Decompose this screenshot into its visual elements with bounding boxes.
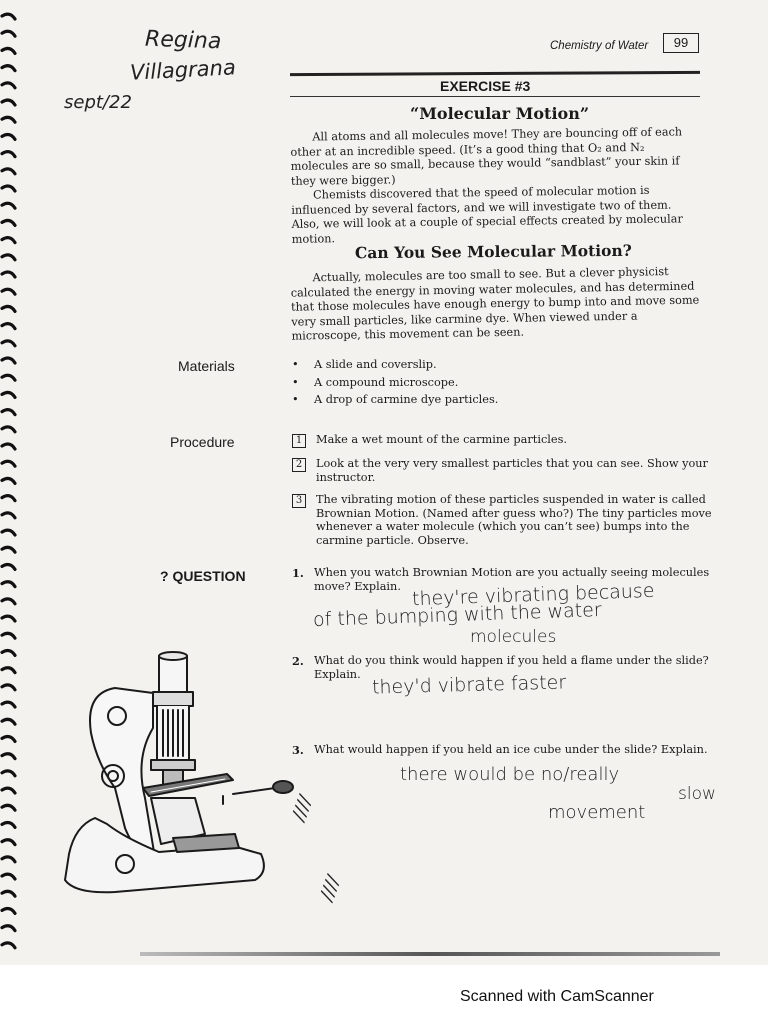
step-text: The vibrating motion of these particles suspended in water is called Brownian Motion. (Named after guess who?) The tiny particles move whenever a water molecule (which you can’t see) bumps into the carmine particle. Observe.	[316, 493, 712, 547]
dropper-tube	[233, 788, 275, 794]
page-number: 99	[663, 33, 699, 53]
materials-label: Materials	[178, 358, 235, 374]
dropper-bulb	[273, 781, 293, 793]
list-item: • A slide and coverslip.	[292, 358, 498, 376]
spiral-binding	[0, 10, 18, 960]
handwritten-answer: movement	[548, 802, 646, 823]
handwritten-answer: they're vibrating because	[411, 579, 655, 611]
eyepiece-top	[159, 652, 187, 660]
spiral-coil	[2, 822, 15, 827]
spiral-coil	[2, 788, 15, 793]
spiral-coil	[2, 616, 15, 621]
spiral-coil	[2, 857, 15, 862]
question-item	[292, 743, 712, 757]
spiral-coil	[2, 117, 15, 122]
spiral-coil	[2, 874, 15, 879]
question-number: 2.	[292, 654, 304, 668]
spiral-coil	[2, 599, 15, 604]
page-bottom-edge	[140, 952, 720, 956]
question-number: 3.	[292, 743, 304, 757]
spiral-coil	[2, 805, 15, 810]
spiral-coil	[2, 496, 15, 501]
step-number: 3	[292, 494, 306, 508]
mirror-mount	[173, 834, 239, 852]
exercise-rule	[290, 96, 700, 97]
list-item: • A compound microscope.	[292, 376, 498, 394]
tube-collar	[153, 692, 193, 706]
spiral-coil	[2, 375, 15, 380]
question-text: What would happen if you held an ice cube under the slide? Explain.	[314, 743, 708, 756]
spiral-coil	[2, 891, 15, 896]
list-item-text: A drop of carmine dye particles.	[314, 393, 499, 406]
step-number: 1	[292, 434, 306, 448]
spiral-coil	[2, 289, 15, 294]
spiral-coil	[2, 83, 15, 88]
spiral-coil	[2, 547, 15, 552]
procedure-step	[292, 433, 712, 448]
spiral-coil	[2, 668, 15, 673]
materials-list	[292, 358, 498, 411]
spiral-coil	[2, 134, 15, 139]
section-heading: Can You See Molecular Motion?	[354, 240, 632, 263]
procedure-step	[292, 493, 712, 547]
spiral-coil	[2, 702, 15, 707]
handwritten-answer: slow	[678, 784, 716, 804]
scribble-mark: ////	[288, 793, 317, 824]
section-paragraph: Actually, molecules are too small to see. But a clever physicist calculated the energy in moving water molecules, and has determined that those molecules have enough energy to bump into and move some very small particles, like carmine dye. When viewed under a microscope, this movement can be seen.	[290, 265, 700, 343]
spiral-coil	[2, 392, 15, 397]
spiral-coil	[2, 926, 15, 931]
spiral-coil	[2, 31, 15, 36]
procedure-label: Procedure	[170, 434, 235, 450]
student-last-name: Villagrana	[129, 55, 237, 85]
step-text: Look at the very very smallest particles that you can see. Show your instructor.	[316, 457, 708, 484]
spiral-coil	[2, 461, 15, 466]
spiral-coil	[2, 186, 15, 191]
intro-paragraph-1: All atoms and all molecules move! They are bouncing off of each other at an incredible speed. (It’s a good thing that O₂ and N₂ molecules are so small, because they would “sandblast” your skin if they were bigger.)	[290, 125, 683, 188]
list-item	[292, 393, 498, 411]
spiral-coil	[2, 943, 15, 948]
spiral-coil	[2, 685, 15, 690]
spiral-coil	[2, 650, 15, 655]
handwritten-date: sept/22	[64, 92, 132, 113]
spiral-coil	[2, 14, 15, 19]
header-rule	[290, 71, 700, 76]
book-running-title: Chemistry of Water	[550, 40, 649, 52]
spiral-coil	[2, 358, 15, 363]
handwritten-answer: they'd vibrate faster	[371, 671, 567, 699]
spiral-coil	[2, 840, 15, 845]
exercise-title: “Molecular Motion”	[410, 104, 590, 123]
scanner-watermark: Scanned with CamScanner	[460, 988, 654, 1005]
spiral-coil	[2, 152, 15, 157]
spiral-coil	[2, 478, 15, 483]
spiral-coil	[2, 100, 15, 105]
procedure-steps	[292, 433, 712, 556]
spiral-coil	[2, 272, 15, 277]
spiral-coil	[2, 255, 15, 260]
exercise-label: EXERCISE #3	[440, 78, 531, 94]
spiral-coil	[2, 633, 15, 638]
question-text: What do you think would happen if you held a flame under the slide? Explain.	[314, 654, 709, 681]
spiral-coil	[2, 48, 15, 53]
step-number: 2	[292, 458, 306, 472]
student-first-name: Regina	[144, 26, 222, 55]
intro-paragraph-2: Chemists discovered that the speed of molecular motion is influenced by several factors, and we will investigate two of them. Also, we will look at a couple of special effects created by molecular motion.	[291, 183, 683, 246]
nosepiece	[151, 760, 195, 770]
spiral-coil	[2, 736, 15, 741]
question-number: 1.	[292, 566, 304, 580]
spiral-coil	[2, 582, 15, 587]
handwritten-answer: of the bumping with the water	[312, 598, 603, 632]
section-text	[290, 264, 709, 344]
spiral-coil	[2, 238, 15, 243]
step-text: Make a wet mount of the carmine particles.	[316, 433, 567, 446]
microscope-illustration	[55, 648, 325, 928]
spiral-coil	[2, 564, 15, 569]
spiral-coil	[2, 908, 15, 913]
spiral-coil	[2, 427, 15, 432]
handwritten-answer: there would be no/really	[400, 764, 620, 785]
eyepiece-shape	[159, 656, 187, 692]
intro-text	[290, 125, 700, 247]
spiral-coil	[2, 513, 15, 518]
spiral-coil	[2, 719, 15, 724]
spiral-coil	[2, 169, 15, 174]
spiral-coil	[2, 530, 15, 535]
spiral-coil	[2, 341, 15, 346]
scribble-mark: ////	[316, 873, 345, 904]
question-text: When you watch Brownian Motion are you actually seeing molecules move? Explain.	[314, 566, 710, 593]
spiral-coil	[2, 220, 15, 225]
spiral-coil	[2, 324, 15, 329]
question-label: ? QUESTION	[160, 568, 246, 584]
spiral-coil	[2, 444, 15, 449]
spiral-coil	[2, 203, 15, 208]
spiral-coil	[2, 306, 15, 311]
spiral-coil	[2, 66, 15, 71]
spiral-coil	[2, 410, 15, 415]
spiral-coil	[2, 754, 15, 759]
handwritten-answer: molecules	[470, 627, 557, 647]
procedure-step	[292, 457, 712, 484]
spiral-coil	[2, 771, 15, 776]
